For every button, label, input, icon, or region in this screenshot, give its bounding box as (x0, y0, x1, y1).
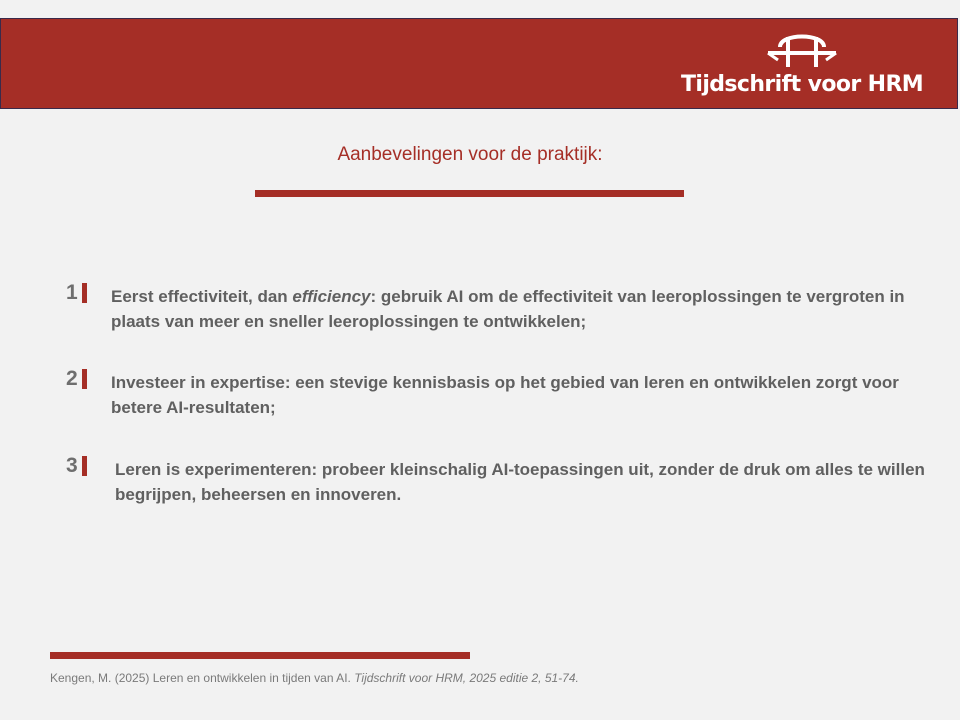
recommendation-marker (82, 369, 87, 389)
recommendation-text: Leren is experimenteren: probeer kleinschalig AI-toepassingen uit, zonder de druk om alles te willen begrijpen, beheersen en innoveren. (115, 460, 925, 504)
citation-source: Tijdschrift voor HRM, 2025 editie 2, 51-74. (354, 671, 579, 685)
title-underline (255, 190, 684, 197)
recommendation-number: 2 (66, 367, 78, 390)
header-banner (0, 18, 958, 109)
emphasis-efficiency: efficiency (292, 287, 371, 306)
recommendation-marker (82, 456, 87, 476)
citation: Kengen, M. (2025) Leren en ontwikkelen in tijden van AI. Tijdschrift voor HRM, 2025 editie 2, 51-74. (50, 671, 579, 685)
recommendation-number: 3 (66, 454, 78, 477)
bridge-arch-icon (766, 27, 838, 69)
brand-logo (681, 27, 924, 105)
brand-name: Tijdschrift voor HRM (681, 72, 924, 97)
recommendation-number: 1 (66, 281, 78, 304)
recommendation-text: Eerst effectiviteit, dan efficiency: gebruik AI om de effectiviteit van leeroplossingen te vergroten in plaats van meer en sneller leeroplossingen te ontwikkelen; (111, 287, 905, 331)
recommendation-marker (82, 283, 87, 303)
recommendation-text: Investeer in expertise: een stevige kennisbasis op het gebied van leren en ontwikkelen zorgt voor betere AI-resultaten; (111, 373, 899, 417)
footer-rule (50, 652, 470, 659)
slide-title: Aanbevelingen voor de praktijk: (337, 144, 603, 165)
